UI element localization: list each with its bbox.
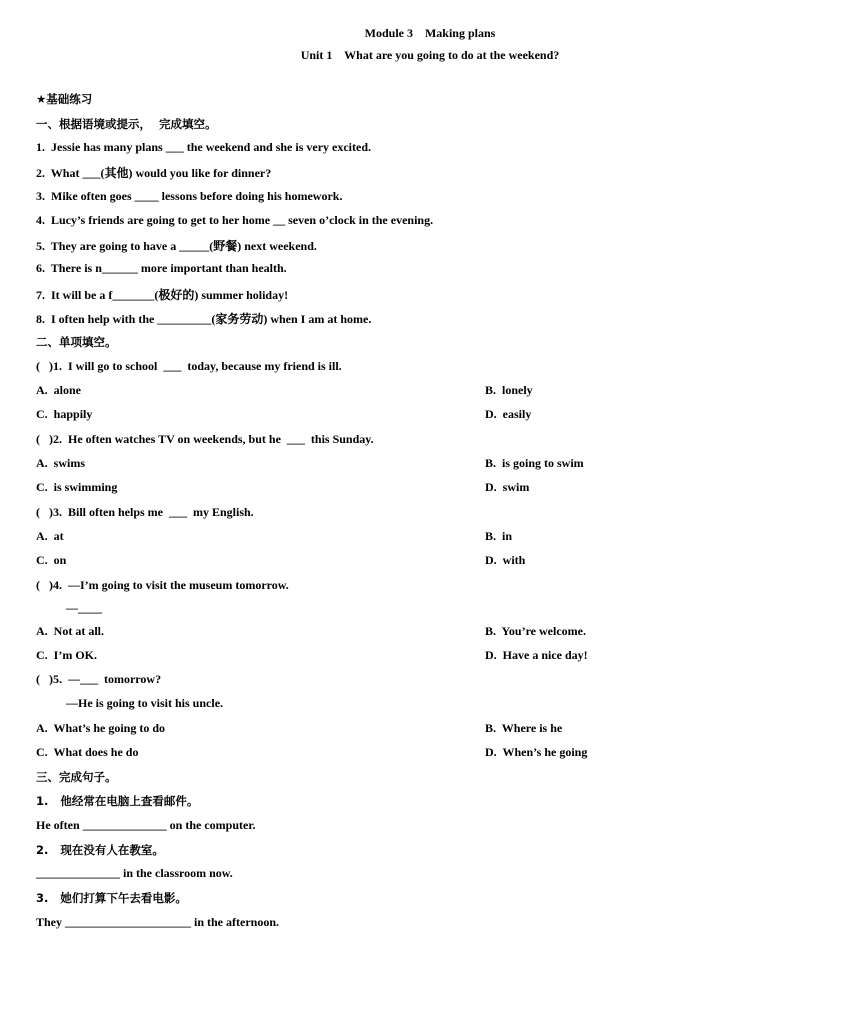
- option-c: C. on: [36, 553, 67, 567]
- option-a: A. alone: [36, 383, 81, 397]
- question-stem: ( )3. Bill often helps me ___ my English.: [36, 505, 254, 519]
- part2-heading: 二、单项填空。: [36, 335, 117, 349]
- part3-english-sentence: ______________ in the classroom now.: [36, 866, 233, 880]
- part1-item: 4. Lucy’s friends are going to get to her home __ seven o’clock in the evening.: [36, 213, 434, 227]
- option-d: D. swim: [485, 480, 530, 494]
- part3-english-sentence: He often ______________ on the computer.: [36, 818, 256, 832]
- part1-heading: 一、根据语境或提示， 完成填空。: [36, 117, 217, 131]
- question-sub: —He is going to visit his uncle.: [66, 696, 224, 710]
- question-stem: ( )4. —I’m going to visit the museum tomorrow.: [36, 578, 289, 592]
- option-d: D. Have a nice day!: [485, 648, 588, 662]
- part1-item: 3. Mike often goes ____ lessons before doing his homework.: [36, 189, 343, 203]
- option-b: B. You’re welcome.: [485, 624, 586, 638]
- part3-chinese-prompt: 2. 现在没有人在教室。: [36, 843, 164, 857]
- question-stem: ( )5. —___ tomorrow?: [36, 672, 162, 686]
- part1-item: 7. It will be a f_______(极好的) summer holiday!: [36, 288, 289, 302]
- part1-item: 6. There is n______ more important than health.: [36, 261, 287, 275]
- option-a: A. at: [36, 529, 64, 543]
- option-d: D. easily: [485, 407, 532, 421]
- option-c: C. What does he do: [36, 745, 139, 759]
- question-sub: —____: [66, 601, 102, 615]
- part3-chinese-prompt: 1. 他经常在电脑上查看邮件。: [36, 794, 199, 808]
- unit-title: Unit 1 What are you going to do at the weekend?: [300, 48, 560, 62]
- part1-item: 2. What ___(其他) would you like for dinner?: [36, 166, 272, 180]
- part1-item: 5. They are going to have a _____(野餐) next weekend.: [36, 239, 317, 253]
- option-a: A. Not at all.: [36, 624, 104, 638]
- part1-item: 8. I often help with the _________(家务劳动) when I am at home.: [36, 312, 372, 326]
- option-a: A. swims: [36, 456, 86, 470]
- part3-chinese-prompt: 3. 她们打算下午去看电影。: [36, 891, 187, 905]
- option-d: D. with: [485, 553, 526, 567]
- option-c: C. is swimming: [36, 480, 118, 494]
- option-b: B. Where is he: [485, 721, 563, 735]
- section-basic-heading: ★基础练习: [36, 92, 93, 106]
- option-b: B. in: [485, 529, 513, 543]
- option-d: D. When’s he going: [485, 745, 588, 759]
- option-b: B. is going to swim: [485, 456, 584, 470]
- question-stem: ( )1. I will go to school ___ today, because my friend is ill.: [36, 359, 342, 373]
- option-c: C. I’m OK.: [36, 648, 97, 662]
- part3-heading: 三、完成句子。: [36, 770, 117, 784]
- option-c: C. happily: [36, 407, 93, 421]
- option-a: A. What’s he going to do: [36, 721, 166, 735]
- question-stem: ( )2. He often watches TV on weekends, but he ___ this Sunday.: [36, 432, 374, 446]
- part1-item: 1. Jessie has many plans ___ the weekend and she is very excited.: [36, 140, 372, 154]
- part3-english-sentence: They _____________________ in the afternoon.: [36, 915, 279, 929]
- module-title: Module 3 Making plans: [364, 26, 496, 40]
- option-b: B. lonely: [485, 383, 533, 397]
